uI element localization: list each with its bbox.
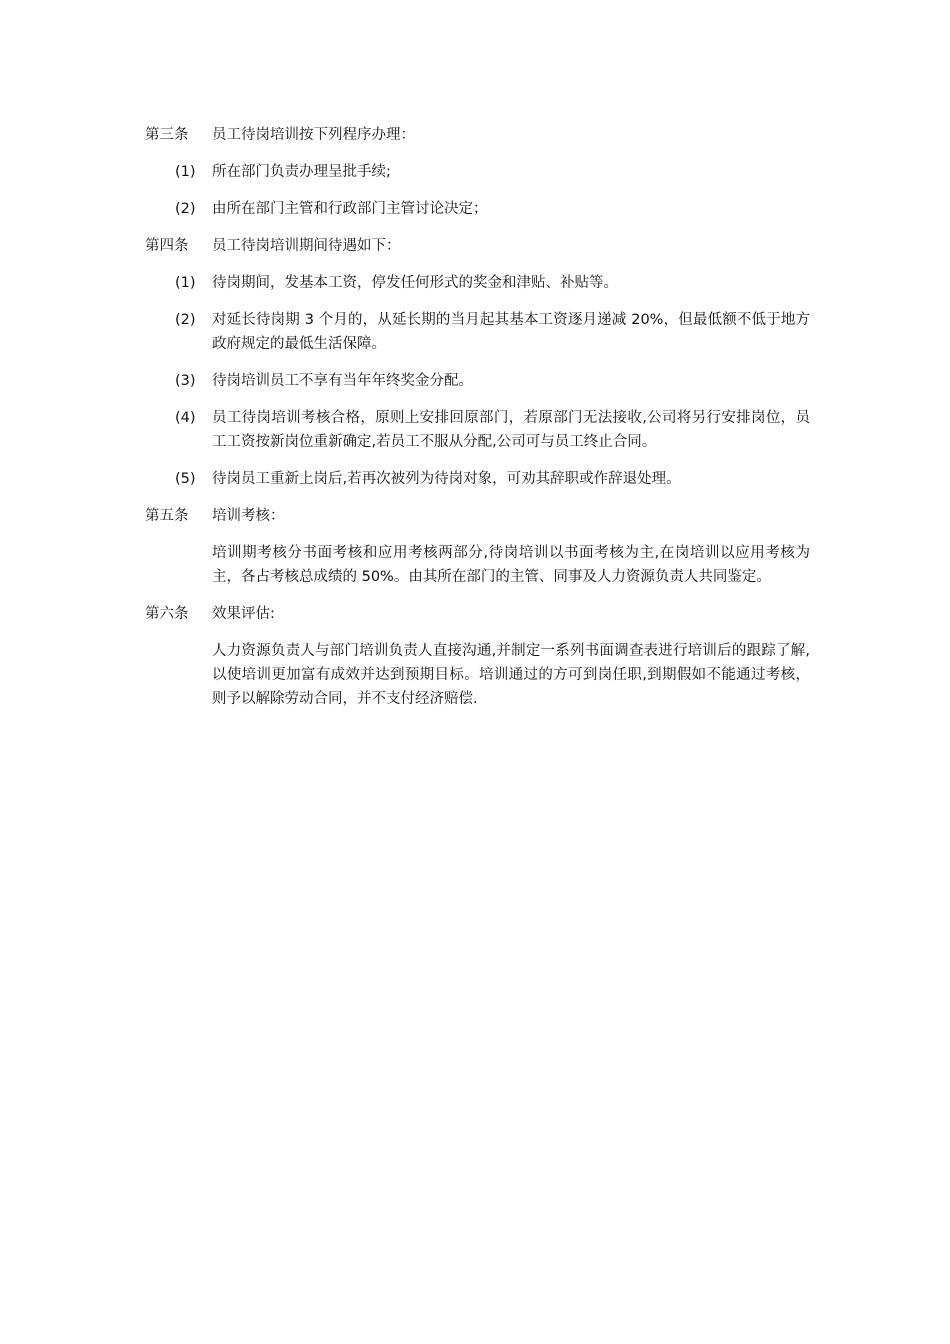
- item-text: 待岗培训员工不享有当年年终奖金分配。: [212, 373, 473, 389]
- list-item: [175, 369, 810, 393]
- article-title: 效果评估:: [212, 606, 275, 622]
- list-item: [175, 197, 810, 221]
- article-title: 员工待岗培训期间待遇如下：: [212, 238, 401, 254]
- list-item: [175, 467, 810, 491]
- item-number: (1): [175, 275, 196, 291]
- item-text: 员工待岗培训考核合格，原则上安排回原部门，若原部门无法接收,公司将另行安排岗位，员工工资按新岗位重新确定,若员工不服从分配,公司可与员工终止合同。: [212, 410, 810, 450]
- list-item: [175, 308, 810, 356]
- article-title: 培训考核：: [212, 508, 285, 524]
- article-paragraph: 人力资源负责人与部门培训负责人直接沟通,并制定一系列书面调查表进行培训后的跟踪了解,以使培训更加富有成效并达到预期目标。培训通过的方可到岗任职,到期假如不能通过考核，则予以解除劳动合同，并不支付经济赔偿.: [212, 643, 810, 707]
- article-number: 第三条: [145, 127, 189, 143]
- item-number: (2): [175, 312, 196, 328]
- article-number: 第四条: [145, 238, 189, 254]
- item-text: 对延长待岗期 3 个月的，从延长期的当月起其基本工资逐月递减 20%，但最低额不低于地方政府规定的最低生活保障。: [212, 312, 810, 352]
- article-title: 员工待岗培训按下列程序办理：: [212, 127, 415, 143]
- list-item: [175, 406, 810, 454]
- article-number: 第六条: [145, 606, 189, 622]
- item-text: 由所在部门主管和行政部门主管讨论决定；: [212, 201, 488, 217]
- item-number: (4): [175, 410, 196, 426]
- article-4-heading: [145, 234, 810, 258]
- item-number: (3): [175, 373, 196, 389]
- document-body: [145, 123, 810, 724]
- article-5-heading: [145, 504, 810, 528]
- article-paragraph: 培训期考核分书面考核和应用考核两部分,待岗培训以书面考核为主,在岗培训以应用考核为主，各占考核总成绩的 50%。由其所在部门的主管、同事及人力资源负责人共同鉴定。: [212, 545, 810, 585]
- item-number: (5): [175, 471, 196, 487]
- item-number: (1): [175, 164, 196, 180]
- list-item: [175, 271, 810, 295]
- item-number: (2): [175, 201, 196, 217]
- item-text: 待岗员工重新上岗后,若再次被列为待岗对象，可劝其辞职或作辞退处理。: [212, 471, 681, 487]
- item-text: 待岗期间，发基本工资，停发任何形式的奖金和津贴、补贴等。: [212, 275, 618, 291]
- list-item: [175, 160, 810, 184]
- article-number: 第五条: [145, 508, 189, 524]
- article-6-heading: [145, 602, 810, 626]
- article-3-heading: [145, 123, 810, 147]
- item-text: 所在部门负责办理呈批手续;: [212, 164, 391, 180]
